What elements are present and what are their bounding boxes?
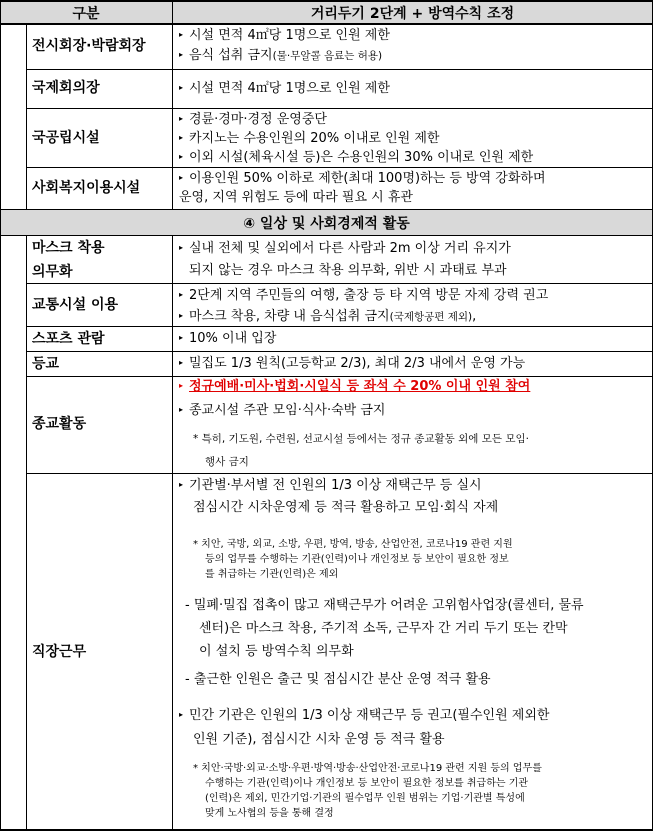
bullet-icon: ▸ <box>179 30 184 39</box>
category-public-facility: 국공립시설 <box>32 130 100 146</box>
bullet-icon: ▸ <box>179 480 184 489</box>
measure-line: 점심시간 시차운영제 등 적극 활용하고 모임·회식 자제 <box>193 500 499 515</box>
dash-line: - 밀폐·밀집 접촉이 많고 재택근무가 어려운 고위험사업장(콜센터, 물류 <box>185 598 584 613</box>
note-line: * 치안, 국방, 외교, 소방, 우편, 방역, 방송, 산업안전, 코로나19 관련 지원 <box>193 539 513 550</box>
measure-line: ▸ 시설 면적 4㎡당 1명으로 인원 제한 <box>179 25 390 46</box>
category-exhibition: 전시회장·박람회장 <box>32 38 146 54</box>
category-transport: 교통시설 이용 <box>32 297 119 313</box>
note-line: * 특히, 기도원, 수련원, 선교시설 등에서는 정규 종교활동 외에 모든 모임· <box>193 433 529 445</box>
measure-line: ▸ 종교시설 주관 모임·식사·숙박 금지 <box>179 400 385 421</box>
bullet-icon: ▸ <box>179 358 184 367</box>
rule-top <box>0 0 653 2</box>
note-line: 수행하는 기관(인력)이나 개인정보 등 보안이 필요한 정보를 취급하는 기관 <box>205 778 529 789</box>
measure-line: ▸ 마스크 착용, 차량 내 음식섭취 금지(국제항공편 제외), <box>179 306 476 327</box>
measure-line: ▸ 민간 기관은 인원의 1/3 이상 재택근무 등 권고(필수인원 제외한 <box>179 705 549 726</box>
bullet-icon: ▸ <box>179 83 184 92</box>
dash-line: - 출근한 인원은 출근 및 점심시간 분산 운영 적극 활용 <box>185 672 491 687</box>
measure-line: 되지 않는 경우 마스크 착용 의무화, 위반 시 과태료 부과 <box>189 263 507 278</box>
measure-line: ▸ 2단계 지역 주민들의 여행, 출장 등 타 지역 방문 자제 강력 권고 <box>179 285 548 306</box>
bullet-icon: ▸ <box>179 381 184 390</box>
rule-col <box>172 235 173 831</box>
category-sports: 스포츠 관람 <box>32 331 105 347</box>
measure-line: ▸ 실내 전체 및 실외에서 다른 사람과 2m 이상 거리 유지가 <box>179 238 511 259</box>
note-line: 등의 업무를 수행하는 기관(인력)이나 개인정보 등 보안이 필요한 정보 <box>205 554 509 565</box>
rule-left <box>0 0 1 831</box>
note-line: (인력)은 제외, 민간기업·기관의 필수업무 인원 범위는 기업·기관별 특성에 <box>205 793 525 804</box>
measure-line: ▸ 음식 섭취 금지(물·무알콜 음료는 허용) <box>179 45 382 66</box>
category-school: 등교 <box>32 356 60 372</box>
bullet-icon: ▸ <box>179 50 184 59</box>
header-category: 구분 <box>72 6 100 22</box>
measure-line: ▸ 시설 면적 4㎡당 1명으로 인원 제한 <box>179 78 390 99</box>
note-line: 행사 금지 <box>205 456 249 468</box>
measure-line: ▸ 카지노는 수용인원의 20% 이내로 인원 제한 <box>179 128 439 149</box>
note-line: 를 취급하는 기관(인력)은 제외 <box>205 569 339 580</box>
bullet-icon: ▸ <box>179 405 184 414</box>
rule <box>26 351 653 352</box>
note-line: 맞게 노사협의 등을 통해 결정 <box>205 808 334 819</box>
category-conference: 국제회의장 <box>32 80 100 96</box>
measure-line: 인원 기준), 점심시간 시차 운영 등 적극 활용 <box>193 732 445 747</box>
measure-line: ▸ 이외 시설(체육시설 등)은 수용인원의 30% 이내로 인원 제한 <box>179 147 533 168</box>
rule <box>26 283 653 284</box>
bullet-icon: ▸ <box>179 710 184 719</box>
category-welfare: 사회복지이용시설 <box>32 180 141 196</box>
measure-line: ▸ 기관별·부서별 전 인원의 1/3 이상 재택근무 등 실시 <box>179 475 482 496</box>
dash-line: 이 설치 등 방역수칙 의무화 <box>199 644 354 659</box>
bullet-icon: ▸ <box>179 152 184 161</box>
rule-col <box>172 0 173 210</box>
highlight-line: ▸ 정규예배·미사·법회·시일식 등 좌석 수 20% 이내 인원 참여 <box>179 376 530 397</box>
category-work: 직장근무 <box>32 644 87 660</box>
measure-line: ▸ 밀집도 1/3 원칙(고등학교 2/3), 최대 2/3 내에서 운영 가능 <box>179 353 525 374</box>
bullet-icon: ▸ <box>179 290 184 299</box>
rule <box>26 473 653 474</box>
rule-indent <box>26 23 27 210</box>
measure-line: ▸ 이용인원 50% 이하로 제한(최대 100명)하는 등 방역 강화하며 <box>179 168 546 189</box>
rule <box>0 209 653 210</box>
dash-line: 센터)은 마스크 착용, 주기적 소독, 근무자 간 거리 두기 또는 칸막 <box>199 621 568 636</box>
category-religion: 종교활동 <box>32 416 87 432</box>
bullet-icon: ▸ <box>179 311 184 320</box>
measure-line: ▸ 10% 이내 입장 <box>179 328 276 349</box>
measure-line: 운영, 지역 위험도 등에 따라 필요 시 휴관 <box>179 190 413 205</box>
category-mask: 마스크 착용 의무화 <box>32 240 105 280</box>
bullet-icon: ▸ <box>179 114 184 123</box>
rule-indent <box>26 235 27 831</box>
note-line: * 치안·국방·외교·소방·우편·방역·방송·산업안전·코로나19 관련 지원 등의 업무를 <box>193 763 542 774</box>
bullet-icon: ▸ <box>179 173 184 182</box>
header-measures: 거리두기 2단계 + 방역수칙 조정 <box>310 6 515 22</box>
rule <box>26 69 653 70</box>
bullet-icon: ▸ <box>179 333 184 342</box>
bullet-icon: ▸ <box>179 133 184 142</box>
rule <box>26 108 653 109</box>
section-title: ④ 일상 및 사회경제적 활동 <box>243 216 410 232</box>
bullet-icon: ▸ <box>179 243 184 252</box>
measure-line: ▸ 경륜·경마·경정 운영중단 <box>179 109 327 130</box>
